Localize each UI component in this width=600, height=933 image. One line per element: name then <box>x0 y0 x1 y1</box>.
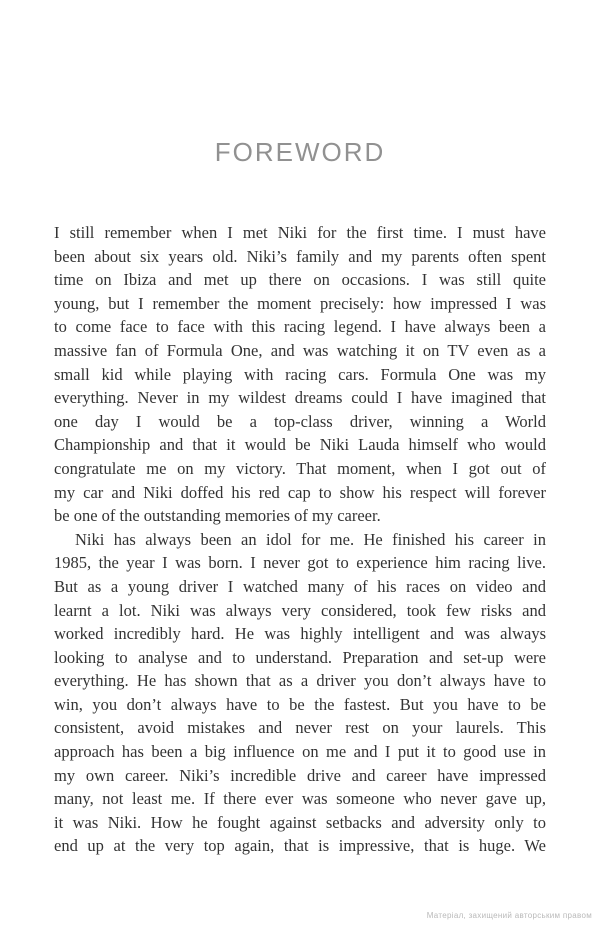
text-line: my car and Niki doffed his red cap to show his respect will forever <box>54 482 546 502</box>
foreword-text <box>54 221 546 858</box>
text-line: everything. Never in my wildest dreams could I have imagined that <box>54 388 546 408</box>
text-line: worked incredibly hard. He was highly intelligent and was always <box>54 624 546 644</box>
text-line: one day I would be a top-class driver, winning a World <box>54 411 546 431</box>
text-line: everything. He has shown that as a driver you don’t always have to <box>54 671 546 691</box>
text-line: been about six years old. Niki’s family and my parents often spent <box>54 246 546 266</box>
text-line: it was Niki. How he fought against setbacks and adversity only to <box>54 812 546 832</box>
text-line: win, you don’t always have to be the fastest. But you have to be <box>54 694 546 714</box>
text-line: consistent, avoid mistakes and never rest on your laurels. This <box>54 718 546 738</box>
text-line: many, not least me. If there ever was someone who never gave up, <box>54 789 546 809</box>
text-line: young, but I remember the moment precisely: how impressed I was <box>54 293 546 313</box>
text-line: Championship and that it would be Niki Lauda himself who would <box>54 435 546 455</box>
text-line: to come face to face with this racing legend. I have always been a <box>54 317 546 337</box>
page-title: FOREWORD <box>214 137 386 167</box>
text-line: end up at the very top again, that is impressive, that is huge. We <box>54 836 546 856</box>
text-line: 1985, the year I was born. I never got to experience him racing live. <box>54 553 546 573</box>
text-line: I still remember when I met Niki for the first time. I must have <box>54 223 546 242</box>
text-line: time on Ibiza and met up there on occasions. I was still quite <box>54 270 546 290</box>
text-line: be one of the outstanding memories of my career. <box>54 506 381 526</box>
text-line: small kid while playing with racing cars. Formula One was my <box>54 364 546 384</box>
text-line: learnt a lot. Niki was always very considered, took few risks and <box>54 600 546 620</box>
text-line: looking to analyse and to understand. Preparation and set-up were <box>54 647 546 667</box>
text-line: Niki has always been an idol for me. He finished his career in <box>75 529 546 549</box>
text-line: my own career. Niki’s incredible drive and career have impressed <box>54 765 546 785</box>
text-line: approach has been a big influence on me and I put it to good use in <box>54 742 546 762</box>
text-line: But as a young driver I watched many of his races on video and <box>54 576 546 596</box>
copyright-watermark: Матеріал, захищений авторським правом <box>426 911 592 920</box>
text-line: congratulate me on my victory. That moment, when I got out of <box>54 458 546 478</box>
text-line: massive fan of Formula One, and was watching it on TV even as a <box>54 340 546 360</box>
